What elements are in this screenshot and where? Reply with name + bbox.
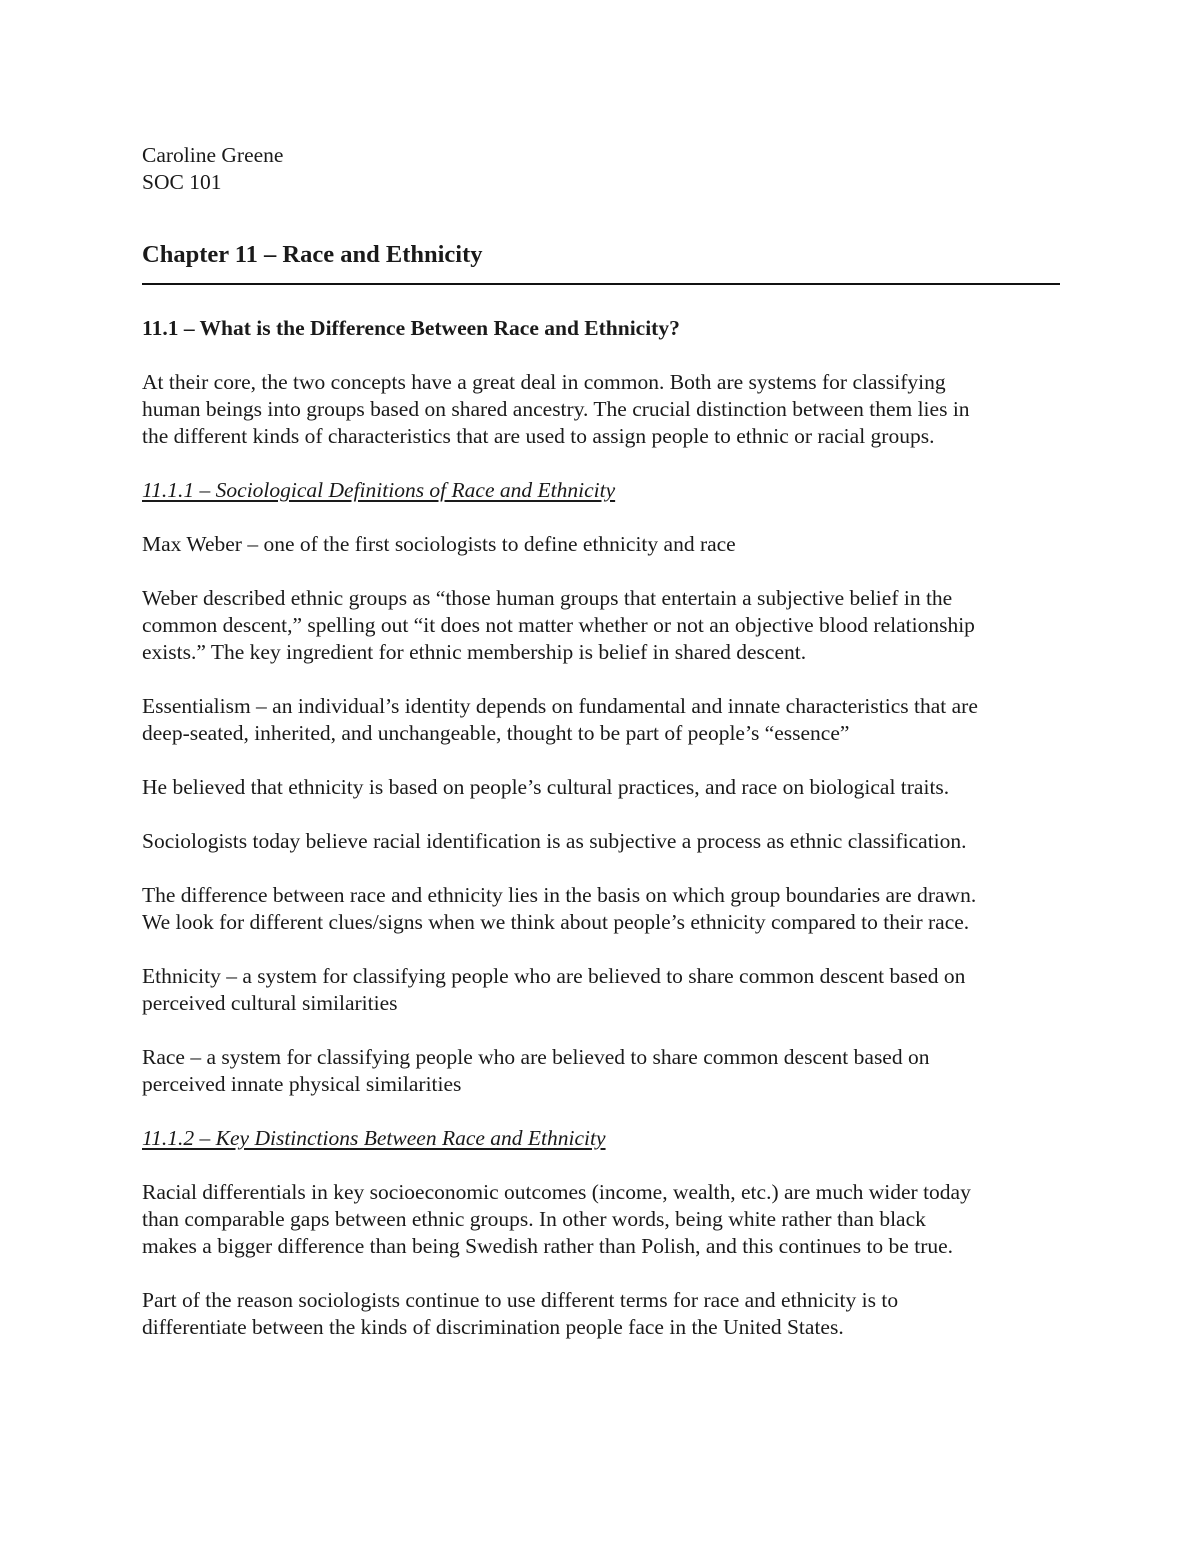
racial-differentials-paragraph [142, 1179, 1062, 1260]
course-code: SOC 101 [142, 170, 222, 194]
paragraph-line: makes a bigger difference than being Swedish rather than Polish, and this continues to be true. [142, 1234, 954, 1258]
title-divider [142, 283, 1060, 285]
paragraph-line: Part of the reason sociologists continue to use different terms for race and ethnicity is to [142, 1288, 899, 1312]
weber-intro-paragraph [142, 531, 1062, 558]
paragraph-line: deep-seated, inherited, and unchangeable, thought to be part of people’s “essence” [142, 721, 850, 745]
paragraph-line: human beings into groups based on shared ancestry. The crucial distinction between them lies in [142, 397, 970, 421]
document-body [142, 142, 1062, 1341]
ethnicity-definition-paragraph [142, 963, 1062, 1017]
difference-paragraph [142, 882, 1062, 936]
paragraph-line: At their core, the two concepts have a great deal in common. Both are systems for classifying [142, 370, 946, 394]
essentialism-paragraph [142, 693, 1062, 747]
paragraph-line: We look for different clues/signs when we think about people’s ethnicity compared to their race. [142, 910, 970, 934]
paragraph-line: Racial differentials in key socioeconomic outcomes (income, wealth, etc.) are much wider today [142, 1180, 971, 1204]
paragraph-line: Weber described ethnic groups as “those human groups that entertain a subjective belief in the [142, 586, 953, 610]
discrimination-paragraph [142, 1287, 1062, 1341]
weber-belief-paragraph [142, 774, 1062, 801]
sociologists-today-paragraph [142, 828, 1062, 855]
race-definition-paragraph [142, 1044, 1062, 1098]
paragraph-line: The difference between race and ethnicity lies in the basis on which group boundaries are drawn. [142, 883, 977, 907]
paragraph-line: the different kinds of characteristics that are used to assign people to ethnic or racial groups. [142, 424, 935, 448]
subsection-1-heading: 11.1.1 – Sociological Definitions of Race and Ethnicity [142, 478, 616, 502]
subsection-2-heading: 11.1.2 – Key Distinctions Between Race and Ethnicity [142, 1126, 606, 1150]
paragraph-line: than comparable gaps between ethnic groups. In other words, being white rather than black [142, 1207, 926, 1231]
author-name: Caroline Greene [142, 143, 284, 167]
paragraph-line: differentiate between the kinds of discrimination people face in the United States. [142, 1315, 844, 1339]
paragraph-line: Ethnicity – a system for classifying people who are believed to share common descent based on [142, 964, 966, 988]
paragraph-line: perceived cultural similarities [142, 991, 398, 1015]
section-heading: 11.1 – What is the Difference Between Race and Ethnicity? [142, 316, 680, 340]
paragraph-line: Race – a system for classifying people who are believed to share common descent based on [142, 1045, 930, 1069]
paragraph-line: Sociologists today believe racial identification is as subjective a process as ethnic classification. [142, 829, 967, 853]
paragraph-line: He believed that ethnicity is based on people’s cultural practices, and race on biological traits. [142, 775, 950, 799]
paragraph-line: common descent,” spelling out “it does not matter whether or not an objective blood relationship [142, 613, 975, 637]
section-intro-paragraph [142, 369, 1062, 450]
weber-quote-paragraph [142, 585, 1062, 666]
paragraph-line: perceived innate physical similarities [142, 1072, 462, 1096]
paragraph-line: Essentialism – an individual’s identity depends on fundamental and innate characteristics that are [142, 694, 978, 718]
paragraph-line: exists.” The key ingredient for ethnic membership is belief in shared descent. [142, 640, 807, 664]
chapter-title: Chapter 11 – Race and Ethnicity [142, 241, 483, 268]
paragraph-line: Max Weber – one of the first sociologists to define ethnicity and race [142, 532, 736, 556]
